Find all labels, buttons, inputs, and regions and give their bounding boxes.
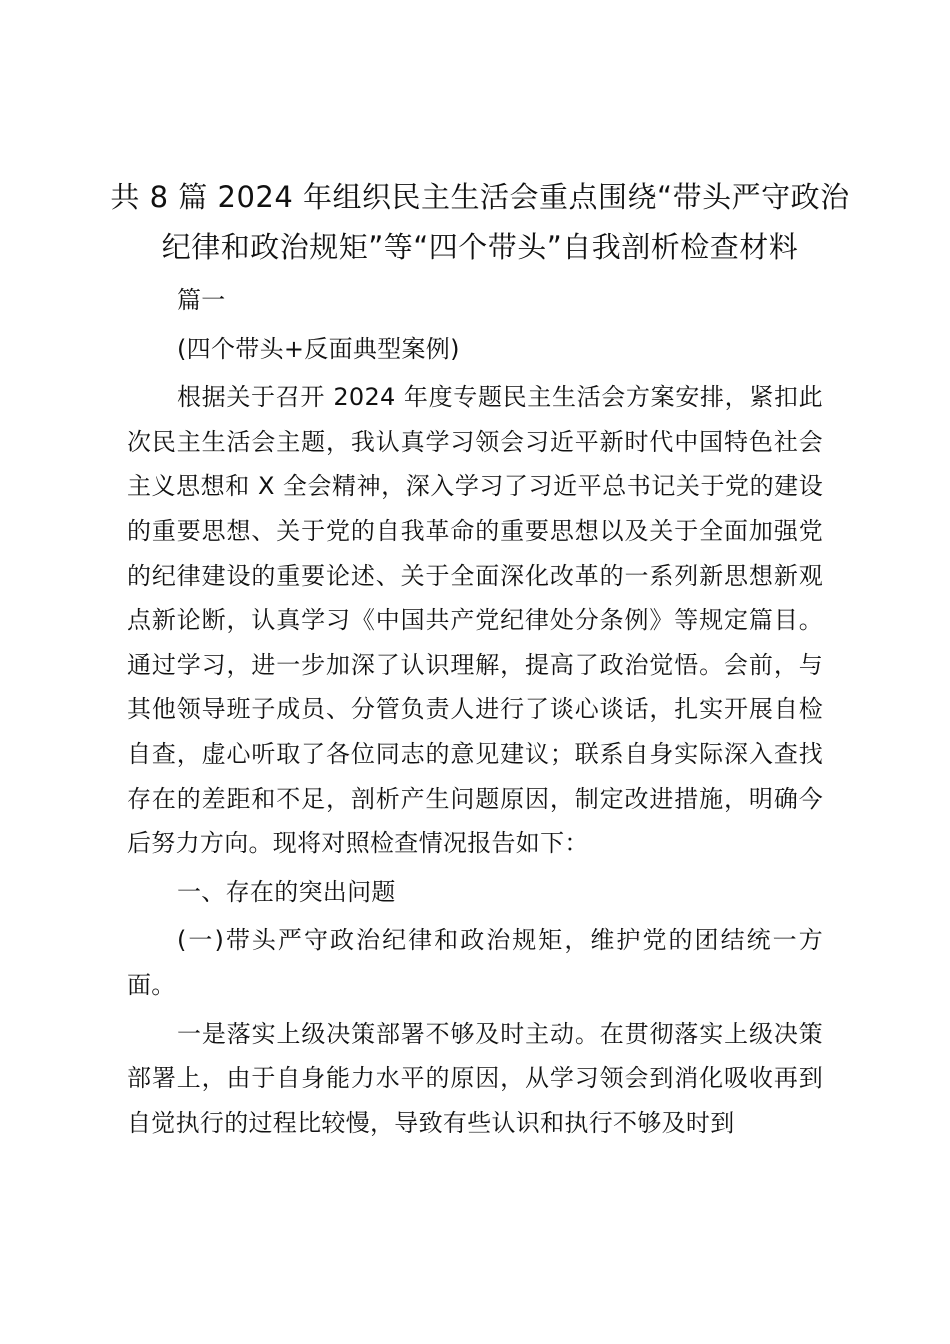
document-title: 共 8 篇 2024 年组织民主生活会重点围绕“带头严守政治纪律和政治规矩”等“四个带头”自我剖析检查材料	[110, 180, 850, 264]
point-1-paragraph: 一是落实上级决策部署不够及时主动。在贯彻落实上级决策部署上，由于自身能力水平的原因，从学习领会到消化吸收再到自觉执行的过程比较慢，导致有些认识和执行不够及时到	[127, 1019, 823, 1137]
subtitle: (四个带头+反面典型案例)	[177, 334, 460, 363]
heading-1-1: (一)带头严守政治纪律和政治规矩，维护党的团结统一方面。	[127, 926, 823, 999]
document-body	[127, 278, 823, 1145]
heading-1: 一、存在的突出问题	[177, 877, 396, 906]
section-label: 篇一	[177, 286, 226, 314]
intro-paragraph: 根据关于召开 2024 年度专题民主生活会方案安排，紧扣此次民主生活会主题，我认真学习领会习近平新时代中国特色社会主义思想和 X 全会精神，深入学习了习近平总书记关于党的建设的重要思想、关于党的自我革命的重要思想以及关于全面加强党的纪律建设的重要论述、关于全面深化改革的一系列新思想新观点新论断，认真学习《中国共产党纪律处分条例》等规定篇目。通过学习，进一步加深了认识理解，提高了政治觉悟。会前，与其他领导班子成员、分管负责人进行了谈心谈话，扎实开展自检自查，虚心听取了各位同志的意见建议；联系自身实际深入查找存在的差距和不足，剖析产生问题原因，制定改进措施，明确今后努力方向。现将对照检查情况报告如下：	[127, 383, 823, 858]
